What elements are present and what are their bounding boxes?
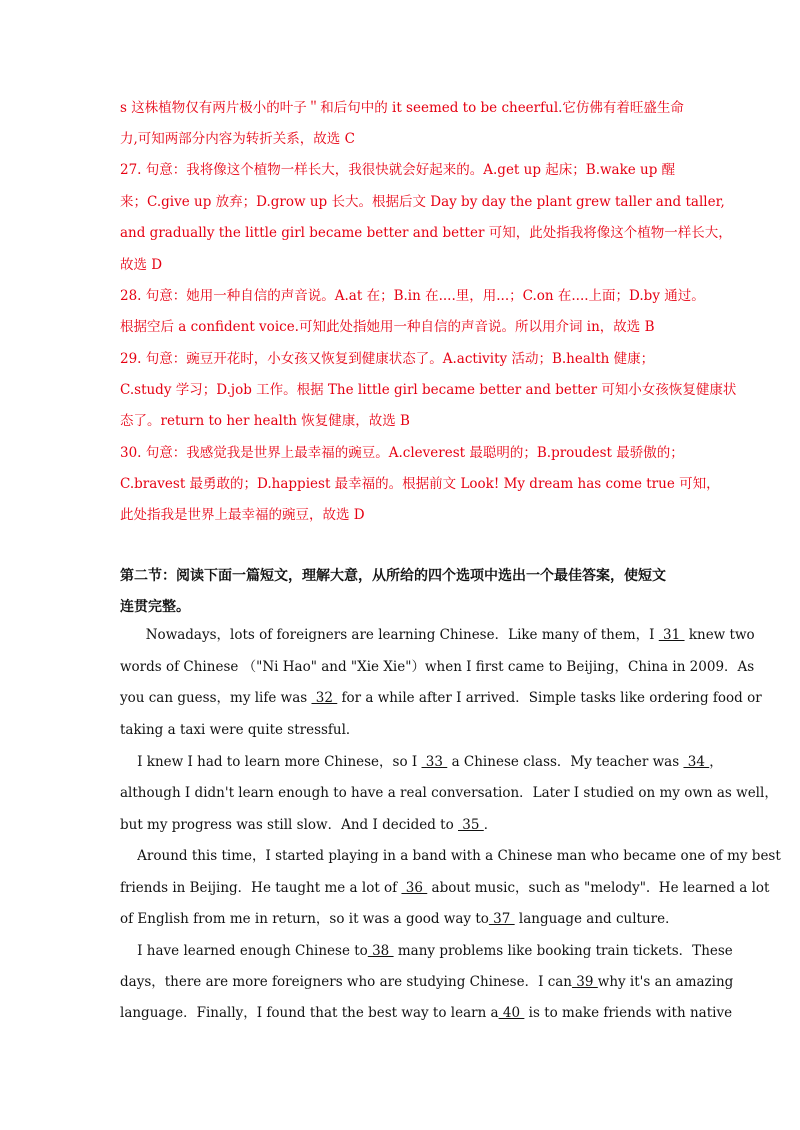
- blank-number: 32: [311, 690, 338, 706]
- passage-text: you can guess，my life was: [120, 690, 312, 706]
- explanation-line: 此处指我是世界上最幸福的豌豆，故选 D: [120, 507, 365, 523]
- blank-number: 33: [421, 754, 448, 770]
- blank-number: 36: [401, 880, 428, 896]
- blank-number: 38: [367, 943, 394, 959]
- passage-line: [120, 752, 723, 772]
- passage-text: I knew I had to learn more Chinese，so I: [120, 754, 422, 770]
- passage-text: why it's an amazing: [597, 974, 734, 990]
- blank-number: 31: [658, 627, 685, 643]
- explanation-line: 28. 句意：她用一种自信的声音说。A.at 在；B.in 在....里，用...；C.on 在....上面；D.by 通过。: [120, 288, 705, 304]
- blank-number: 35: [458, 817, 484, 833]
- passage-text: ．: [483, 817, 498, 833]
- blank-number: 39: [572, 974, 598, 990]
- passage-text: Nowadays，lots of foreigners are learning Chinese．Like many of them，I: [120, 627, 659, 643]
- passage-text: days，there are more foreigners who are studying Chinese．I can: [120, 974, 572, 990]
- explanation-line: 根据空后 a confident voice.可知此处指她用一种自信的声音说。所以用介词 in，故选 B: [120, 319, 655, 335]
- passage-line: [120, 625, 755, 645]
- passage-line: [120, 941, 733, 961]
- passage-text: but my progress was still slow．And I decided to: [120, 817, 458, 833]
- blank-number: 37: [488, 911, 515, 927]
- passage-text: I have learned enough Chinese to: [120, 943, 368, 959]
- passage-text: a Chinese class．My teacher was: [447, 754, 684, 770]
- explanation-line: and gradually the little girl became better and better 可知，此处指我将像这个植物一样长大，: [120, 225, 732, 241]
- passage-text: language and culture．: [514, 911, 679, 927]
- passage-line: [120, 657, 755, 677]
- passage-text: taking a taxi were quite stressful．: [120, 722, 360, 738]
- explanation-line: C.bravest 最勇敢的；D.happiest 最幸福的。根据前文 Look! My dream has come true 可知，: [120, 476, 720, 492]
- passage-text: ，: [709, 754, 723, 770]
- passage-text: of English from me in return，so it was a good way to: [120, 911, 489, 927]
- passage-line: [120, 972, 734, 992]
- explanation-line: C.study 学习；D.job 工作。根据 The little girl became better and better 可知小女孩恢复健康状: [120, 382, 737, 398]
- passage-text: many problems like booking train tickets．These: [393, 943, 733, 959]
- passage-text: although I didn't learn enough to have a real conversation．Later I studied on my own as well，: [120, 785, 778, 801]
- explanation-line: 态了。return to her health 恢复健康，故选 B: [120, 413, 410, 429]
- explanation-line: 故选 D: [120, 257, 163, 273]
- explanation-line: 30. 句意：我感觉我是世界上最幸福的豌豆。A.cleverest 最聪明的；B.proudest 最骄傲的；: [120, 445, 684, 461]
- explanation-line: 29. 句意：豌豆开花时，小女孩又恢复到健康状态了。A.activity 活动；B.health 健康；: [120, 351, 655, 367]
- explanation-line: 力,可知两部分内容为转折关系，故选 C: [120, 131, 355, 147]
- passage-text: is to make friends with native: [524, 1005, 733, 1021]
- blank-number: 34: [683, 754, 710, 770]
- passage-line: [120, 688, 762, 708]
- passage-text: about music，such as "melody". He learned a lot: [427, 880, 770, 896]
- passage-line: [120, 878, 770, 898]
- explanation-line: 27. 句意：我将像这个植物一样长大，我很快就会好起来的。A.get up 起床；B.wake up 醒: [120, 162, 676, 178]
- section-heading-line-1: 第二节：阅读下面一篇短文，理解大意，从所给的四个选项中选出一个最佳答案，使短文: [120, 568, 666, 584]
- passage-line: [120, 783, 778, 803]
- passage-line: [120, 909, 700, 929]
- explanation-line: s 这株植物仅有两片极小的叶子＂和后句中的 it seemed to be cheerful.它仿佛有着旺盛生命: [120, 100, 684, 116]
- passage-text: friends in Beijing．He taught me a lot of: [120, 880, 402, 896]
- passage-line: [120, 815, 700, 835]
- blank-number: 40: [498, 1005, 525, 1021]
- passage-line: [120, 1003, 733, 1023]
- passage-line: [120, 720, 700, 740]
- passage-text: for a while after I arrived．Simple tasks like ordering food or: [337, 690, 762, 706]
- passage-line: [120, 846, 781, 866]
- passage-text: words of Chinese （"Ni Hao" and "Xie Xie"）when I first came to Beijing，China in 2009．As: [120, 659, 755, 675]
- passage-text: Around this time，I started playing in a band with a Chinese man who became one of my best: [120, 848, 781, 864]
- section-heading-line-2: 连贯完整。: [120, 599, 190, 615]
- explanation-line: 来；C.give up 放弃；D.grow up 长大。根据后文 Day by day the plant grew taller and taller,: [120, 194, 725, 210]
- passage-text: knew two: [684, 627, 755, 643]
- passage-text: language．Finally，I found that the best way to learn a: [120, 1005, 499, 1021]
